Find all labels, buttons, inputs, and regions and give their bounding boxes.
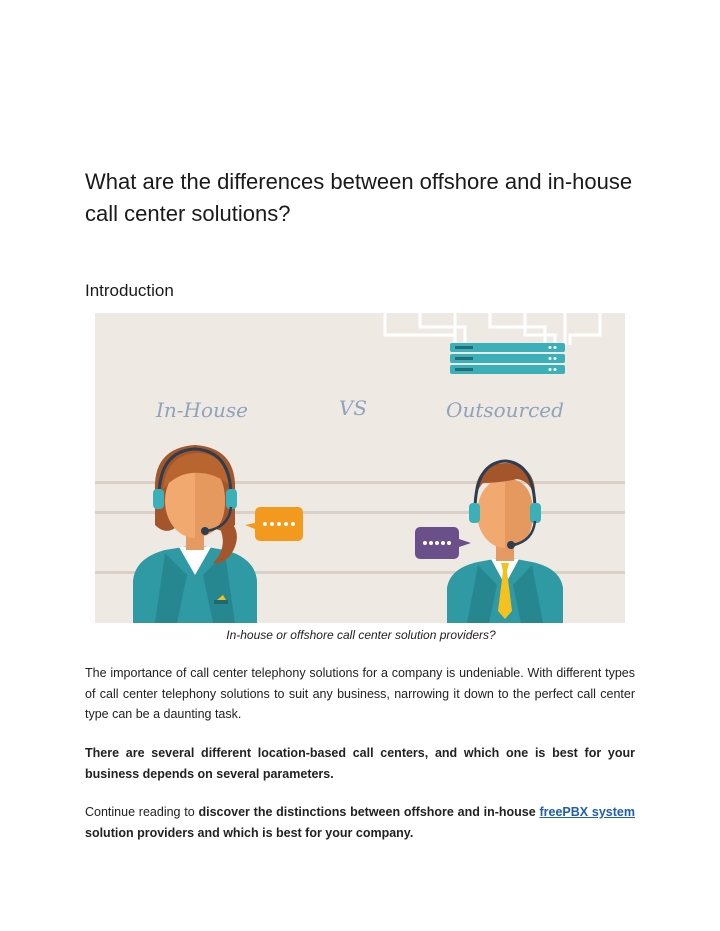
continue-reading-bold: discover the distinctions between offshore and in-house [198,805,536,819]
figure-caption: In-house or offshore call center solution providers? [226,628,496,642]
continue-reading-text: Continue reading to [85,805,199,819]
freepbx-system-link[interactable]: freePBX system [539,805,635,819]
paragraph-continue-reading [85,802,635,843]
paragraph-importance: The importance of call center telephony solutions for a company is undeniable. With different types of call center telephony solutions to suit any business, narrowing it down to the perfect call center type can be a daunting task. [85,666,635,721]
server-rack-icon [450,343,565,374]
section-heading-introduction: Introduction [85,281,174,300]
page-title: What are the differences between offshore and in-house call center solutions? [85,169,633,226]
continue-reading-end: solution providers and which is best for your company. [85,825,414,840]
illustration-inhouse-vs-outsourced [95,313,625,623]
paragraph-location-based: There are several different location-based call centers, and which one is best for your business depends on several parameters. [85,746,635,781]
label-outsourced: Outsourced [446,398,564,422]
illustration-svg [95,313,625,623]
label-vs: VS [338,396,368,420]
label-in-house: In-House [155,398,249,422]
